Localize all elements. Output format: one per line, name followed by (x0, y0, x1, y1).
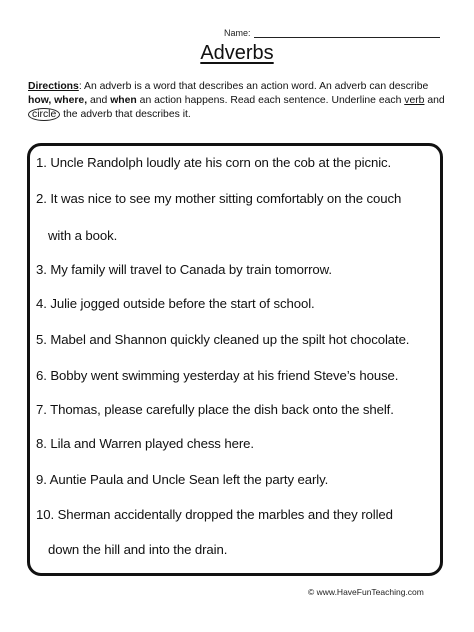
sentence-2-line-2: with a book. (48, 228, 118, 243)
directions-part1: : An adverb is a word that describes an action word. An adverb can describe (78, 81, 429, 92)
directions-part5: the adverb that describes it. (60, 109, 191, 120)
directions-bold-how-where: how, where, (28, 95, 88, 106)
directions-part2: and (87, 95, 111, 106)
worksheet-title: Adverbs (200, 42, 274, 64)
sentence-4: 4. Julie jogged outside before the start of school. (36, 296, 315, 311)
sentence-10-line-1: 10. Sherman accidentally dropped the marbles and they rolled (36, 507, 393, 522)
sentence-10-line-2: down the hill and into the drain. (48, 542, 228, 557)
name-label: Name: (224, 28, 251, 38)
sentence-5: 5. Mabel and Shannon quickly cleaned up the spilt hot chocolate. (36, 332, 410, 347)
name-field (224, 28, 440, 38)
directions-part3: an action happens. Read each sentence. Underline each (136, 95, 405, 106)
directions-verb-word: verb (404, 95, 425, 106)
copyright-footer: © www.HaveFunTeaching.com (308, 587, 424, 597)
directions-bold-when: when (110, 95, 137, 106)
sentence-9: 9. Auntie Paula and Uncle Sean left the party early. (36, 472, 329, 487)
sentence-7: 7. Thomas, please carefully place the dish back onto the shelf. (36, 402, 394, 417)
sentence-6: 6. Bobby went swimming yesterday at his friend Steve’s house. (36, 368, 399, 383)
directions-text (28, 80, 452, 122)
sentence-8: 8. Lila and Warren played chess here. (36, 436, 254, 451)
directions-part4: and (424, 95, 445, 106)
name-blank-line (254, 28, 440, 38)
directions-circle-word: circle (28, 108, 60, 121)
sentence-3: 3. My family will travel to Canada by train tomorrow. (36, 262, 332, 277)
directions-label: Directions (28, 81, 79, 92)
sentence-2-line-1: 2. It was nice to see my mother sitting comfortably on the couch (36, 191, 402, 206)
sentence-1: 1. Uncle Randolph loudly ate his corn on the cob at the picnic. (36, 155, 392, 170)
